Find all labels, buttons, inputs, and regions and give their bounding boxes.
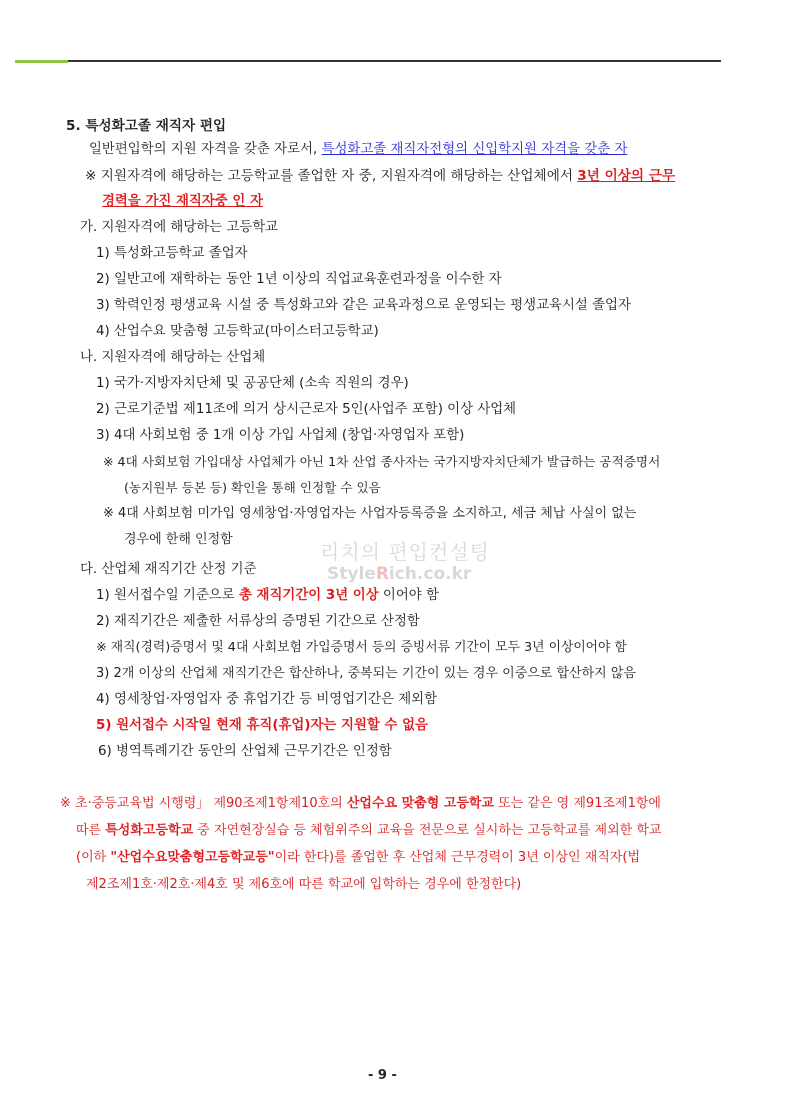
list-item: 2) 근로기준법 제11조에 의거 상시근로자 5인(사업주 포함) 이상 사업체 — [96, 402, 517, 417]
list-item: 3) 학력인정 평생교육 시설 중 특성화고와 같은 교육과정으로 운영되는 평생교육시설 졸업자 — [96, 298, 631, 313]
page-number: - 9 - — [368, 1068, 397, 1083]
footnote-line-2: 따른 특성화고등학교 중 자연현장실습 등 체험위주의 교육을 전문으로 실시하는 고등학교를 제외한 학교 — [76, 823, 662, 838]
footnote-line-1: ※ 초·중등교육법 시행령」 제90조제1항제10호의 산업수요 맞춤형 고등학교 또는 같은 영 제91조제1항에 — [60, 796, 661, 811]
list-item: 1) 특성화고등학교 졸업자 — [96, 246, 248, 261]
list-item: 4) 산업수요 맞춤형 고등학교(마이스터고등학교) — [96, 324, 379, 339]
note-mid: 지원자격에 해당하는 산업체에서 — [380, 168, 578, 184]
intro-line — [89, 141, 627, 159]
section-na-title: 나. 지원자격에 해당하는 산업체 — [80, 350, 266, 365]
note-pre: ※ 지원자격에 해당하는 고등학교를 졸업한 자 중, — [85, 168, 381, 184]
list-item: 2) 재직기간은 제출한 서류상의 증명된 기간으로 산정함 — [96, 614, 420, 629]
list-item: 1) 원서접수일 기준으로 총 재직기간이 3년 이상 이어야 함 — [96, 588, 439, 603]
eligibility-note — [85, 167, 675, 185]
watermark-url: StyleRich.co.kr — [327, 564, 472, 584]
list-item: 4) 영세창업·자영업자 중 휴업기간 등 비영업기간은 제외함 — [96, 692, 438, 707]
list-item: 3) 4대 사회보험 중 1개 이상 가입 사업체 (창업·자영업자 포함) — [96, 428, 465, 443]
section-ga-title: 가. 지원자격에 해당하는 고등학교 — [80, 220, 279, 235]
intro-text: 일반편입학의 지원 자격을 갖춘 자로서, — [89, 142, 322, 157]
na-note-1-line-2: (농지원부 등본 등) 확인을 통해 인정할 수 있음 — [124, 480, 381, 495]
note-red-2: 경력을 가진 재직자중 인 자 — [102, 194, 263, 209]
intro-link[interactable]: 특성화고졸 재직자전형의 신입학지원 자격을 갖춘 자 — [321, 142, 628, 157]
da-item2-note: ※ 재직(경력)증명서 및 4대 사회보험 가입증명서 등의 증빙서류 기간이 모두 3년 이상이어야 함 — [96, 640, 627, 655]
footnote-line-4: 제2조제1호·제2호·제4호 및 제6호에 따른 학교에 입학하는 경우에 한정한다) — [86, 877, 522, 892]
na-note-2-line-2: 경우에 한해 인정함 — [124, 532, 233, 547]
eligibility-note-cont — [102, 193, 263, 211]
section-heading: 5. 특성화고졸 재직자 편입 — [66, 118, 227, 134]
note-red-1: 3년 이상의 근무 — [577, 168, 675, 184]
footnote-line-3: (이하 "산업수요맞춤형고등학교등"이라 한다)를 졸업한 후 산업체 근무경력이 3년 이상인 재직자(법 — [76, 850, 641, 865]
na-note-1-line-1: ※ 4대 사회보험 가입대상 사업체가 아닌 1차 산업 종사자는 국가지방자치단체가 발급하는 공적증명서 — [103, 454, 661, 469]
section-da-title: 다. 산업체 재직기간 산정 기준 — [80, 562, 257, 577]
na-note-2-line-1: ※ 4대 사회보험 미가입 영세창업·자영업자는 사업자등록증을 소지하고, 세금 체납 사실이 없는 — [103, 506, 637, 521]
watermark-korean: 리치의 편입컨설팅 — [320, 540, 490, 564]
list-item: 3) 2개 이상의 산업체 재직기간은 합산하나, 중복되는 기간이 있는 경우 이중으로 합산하지 않음 — [96, 666, 636, 681]
da-item1-red: 총 재직기간이 3년 이상 — [238, 588, 379, 603]
header-accent-line — [15, 60, 68, 63]
list-item: 5) 원서접수 시작일 현재 휴직(휴업)자는 지원할 수 없음 — [96, 718, 428, 733]
list-item: 6) 병역특례기간 동안의 산업체 근무기간은 인정함 — [98, 744, 392, 759]
list-item: 2) 일반고에 재학하는 동안 1년 이상의 직업교육훈련과정을 이수한 자 — [96, 272, 502, 287]
header-rule — [68, 60, 721, 62]
list-item: 1) 국가·지방자치단체 및 공공단체 (소속 직원의 경우) — [96, 376, 409, 391]
